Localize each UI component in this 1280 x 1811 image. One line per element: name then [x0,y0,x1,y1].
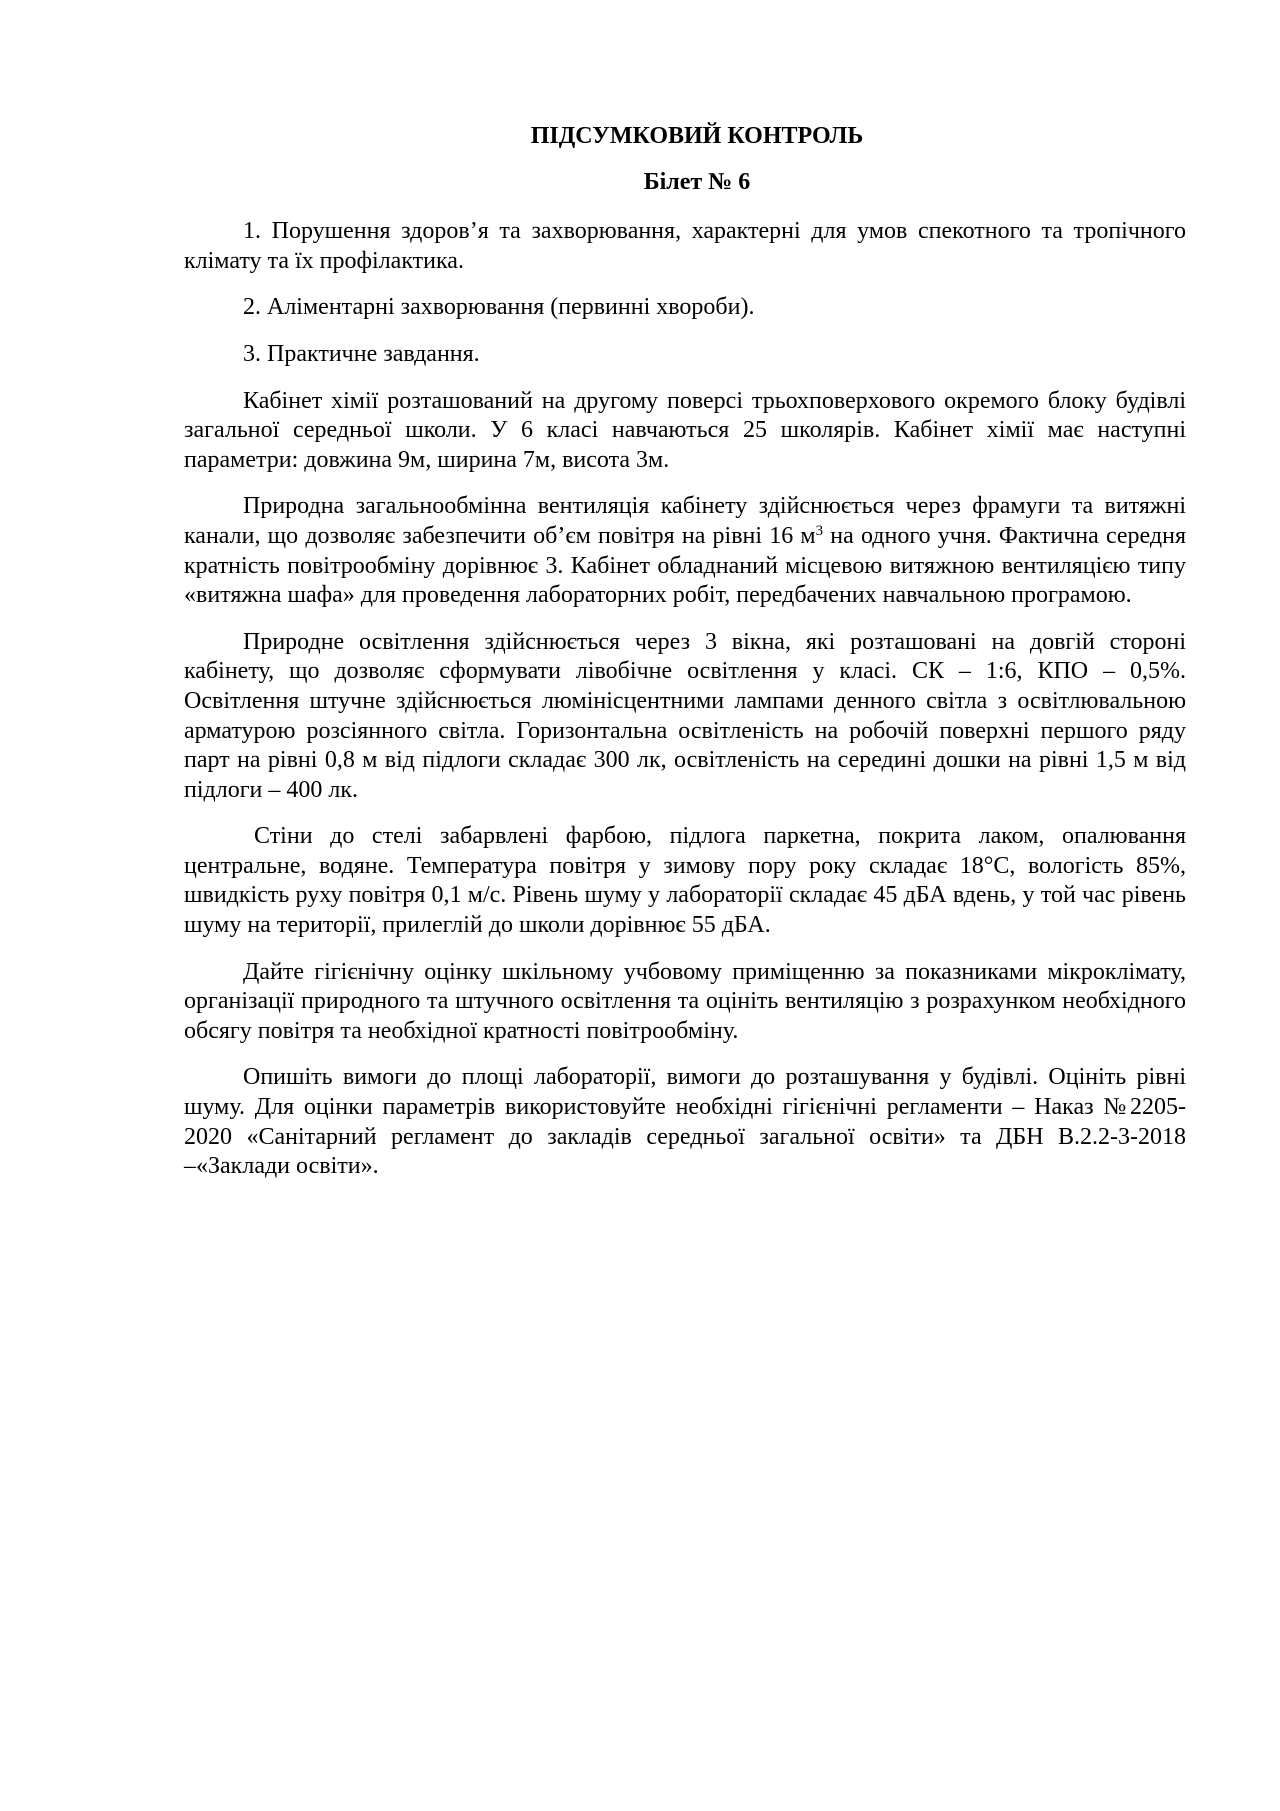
ventilation-text-start: Природна загальнообмінна вентиляція кабінету здійснюється через фрамуги та витяжні канали, що дозволяє забезпечити об’єм повітря на рівні 16 м [184,493,1186,549]
task-paragraph-ventilation [184,492,1186,610]
ventilation-text-end: на одного учня. Фактична середня кратність повітрообміну дорівнює 3. Кабінет обладнаний місцевою витяжною вентиляцією типу «витяжна шафа» для проведення лабораторних робіт, передбачених навчальною програмою. [184,522,1186,609]
question-3: 3. Практичне завдання. [243,340,480,367]
question-1: 1. Порушення здоров’я та захворювання, характерні для умов спекотного та тропічного клімату та їх профілактика. [184,218,1186,274]
question-2: 2. Аліментарні захворювання (первинні хвороби). [243,294,755,321]
task-paragraph-requirements: Опишіть вимоги до площі лабораторії, вимоги до розташування у будівлі. Оцініть рівні шуму. Для оцінки параметрів використовуйте необхідні гігієнічні регламенти – Наказ №2205-2020 «Санітарний регламент до закладів середньої загальної освіти» та ДБН В.2.2-3-2018 –«Заклади освіти». [184,1064,1186,1180]
document-title: ПІДСУМКОВИЙ КОНТРОЛЬ [530,123,864,149]
task-paragraph-microclimate: Стіни до стелі забарвлені фарбою, підлога паркетна, покрита лаком, опалювання центральне, водяне. Температура повітря у зимову пору року складає 18°С, вологість 85%, швидкість руху повітря 0,1 м/с. Рівень шуму у лабораторії складає 45 дБА вдень, у той час рівень шуму на території, прилеглій до школи дорівнює 55 дБА. [184,823,1186,939]
task-paragraph-room: Кабінет хімії розташований на другому поверсі трьохповерхового окремого блоку будівлі загальної середньої школи. У 6 класі навчаються 25 школярів. Кабінет хімії має наступні параметри: довжина 9м, ширина 7м, висота 3м. [184,387,1186,473]
cubic-superscript: 3 [815,522,824,539]
task-paragraph-assignment: Дайте гігієнічну оцінку шкільному учбовому приміщенню за показниками мікроклімату, організації природного та штучного освітлення та оцініть вентиляцію з розрахунком необхідного обсягу повітря та необхідної кратності повітрообміну. [184,958,1186,1044]
task-paragraph-lighting: Природне освітлення здійснюється через 3 вікна, які розташовані на довгій стороні кабінету, що дозволяє сформувати лівобічне освітлення у класі. СК – 1:6, КПО – 0,5%. Освітлення штучне здійснюється люмінісцентними лампами денного світла з освітлювальною арматурою розсіянного світла. Горизонтальна освітленість на робочій поверхні першого ряду парт на рівні 0,8 м від підлоги складає 300 лк, освітленість на середині дошки на рівні 1,5 м від підлоги – 400 лк. [184,628,1186,803]
ticket-number: Білет № 6 [643,168,751,195]
document-body [184,122,1186,1182]
